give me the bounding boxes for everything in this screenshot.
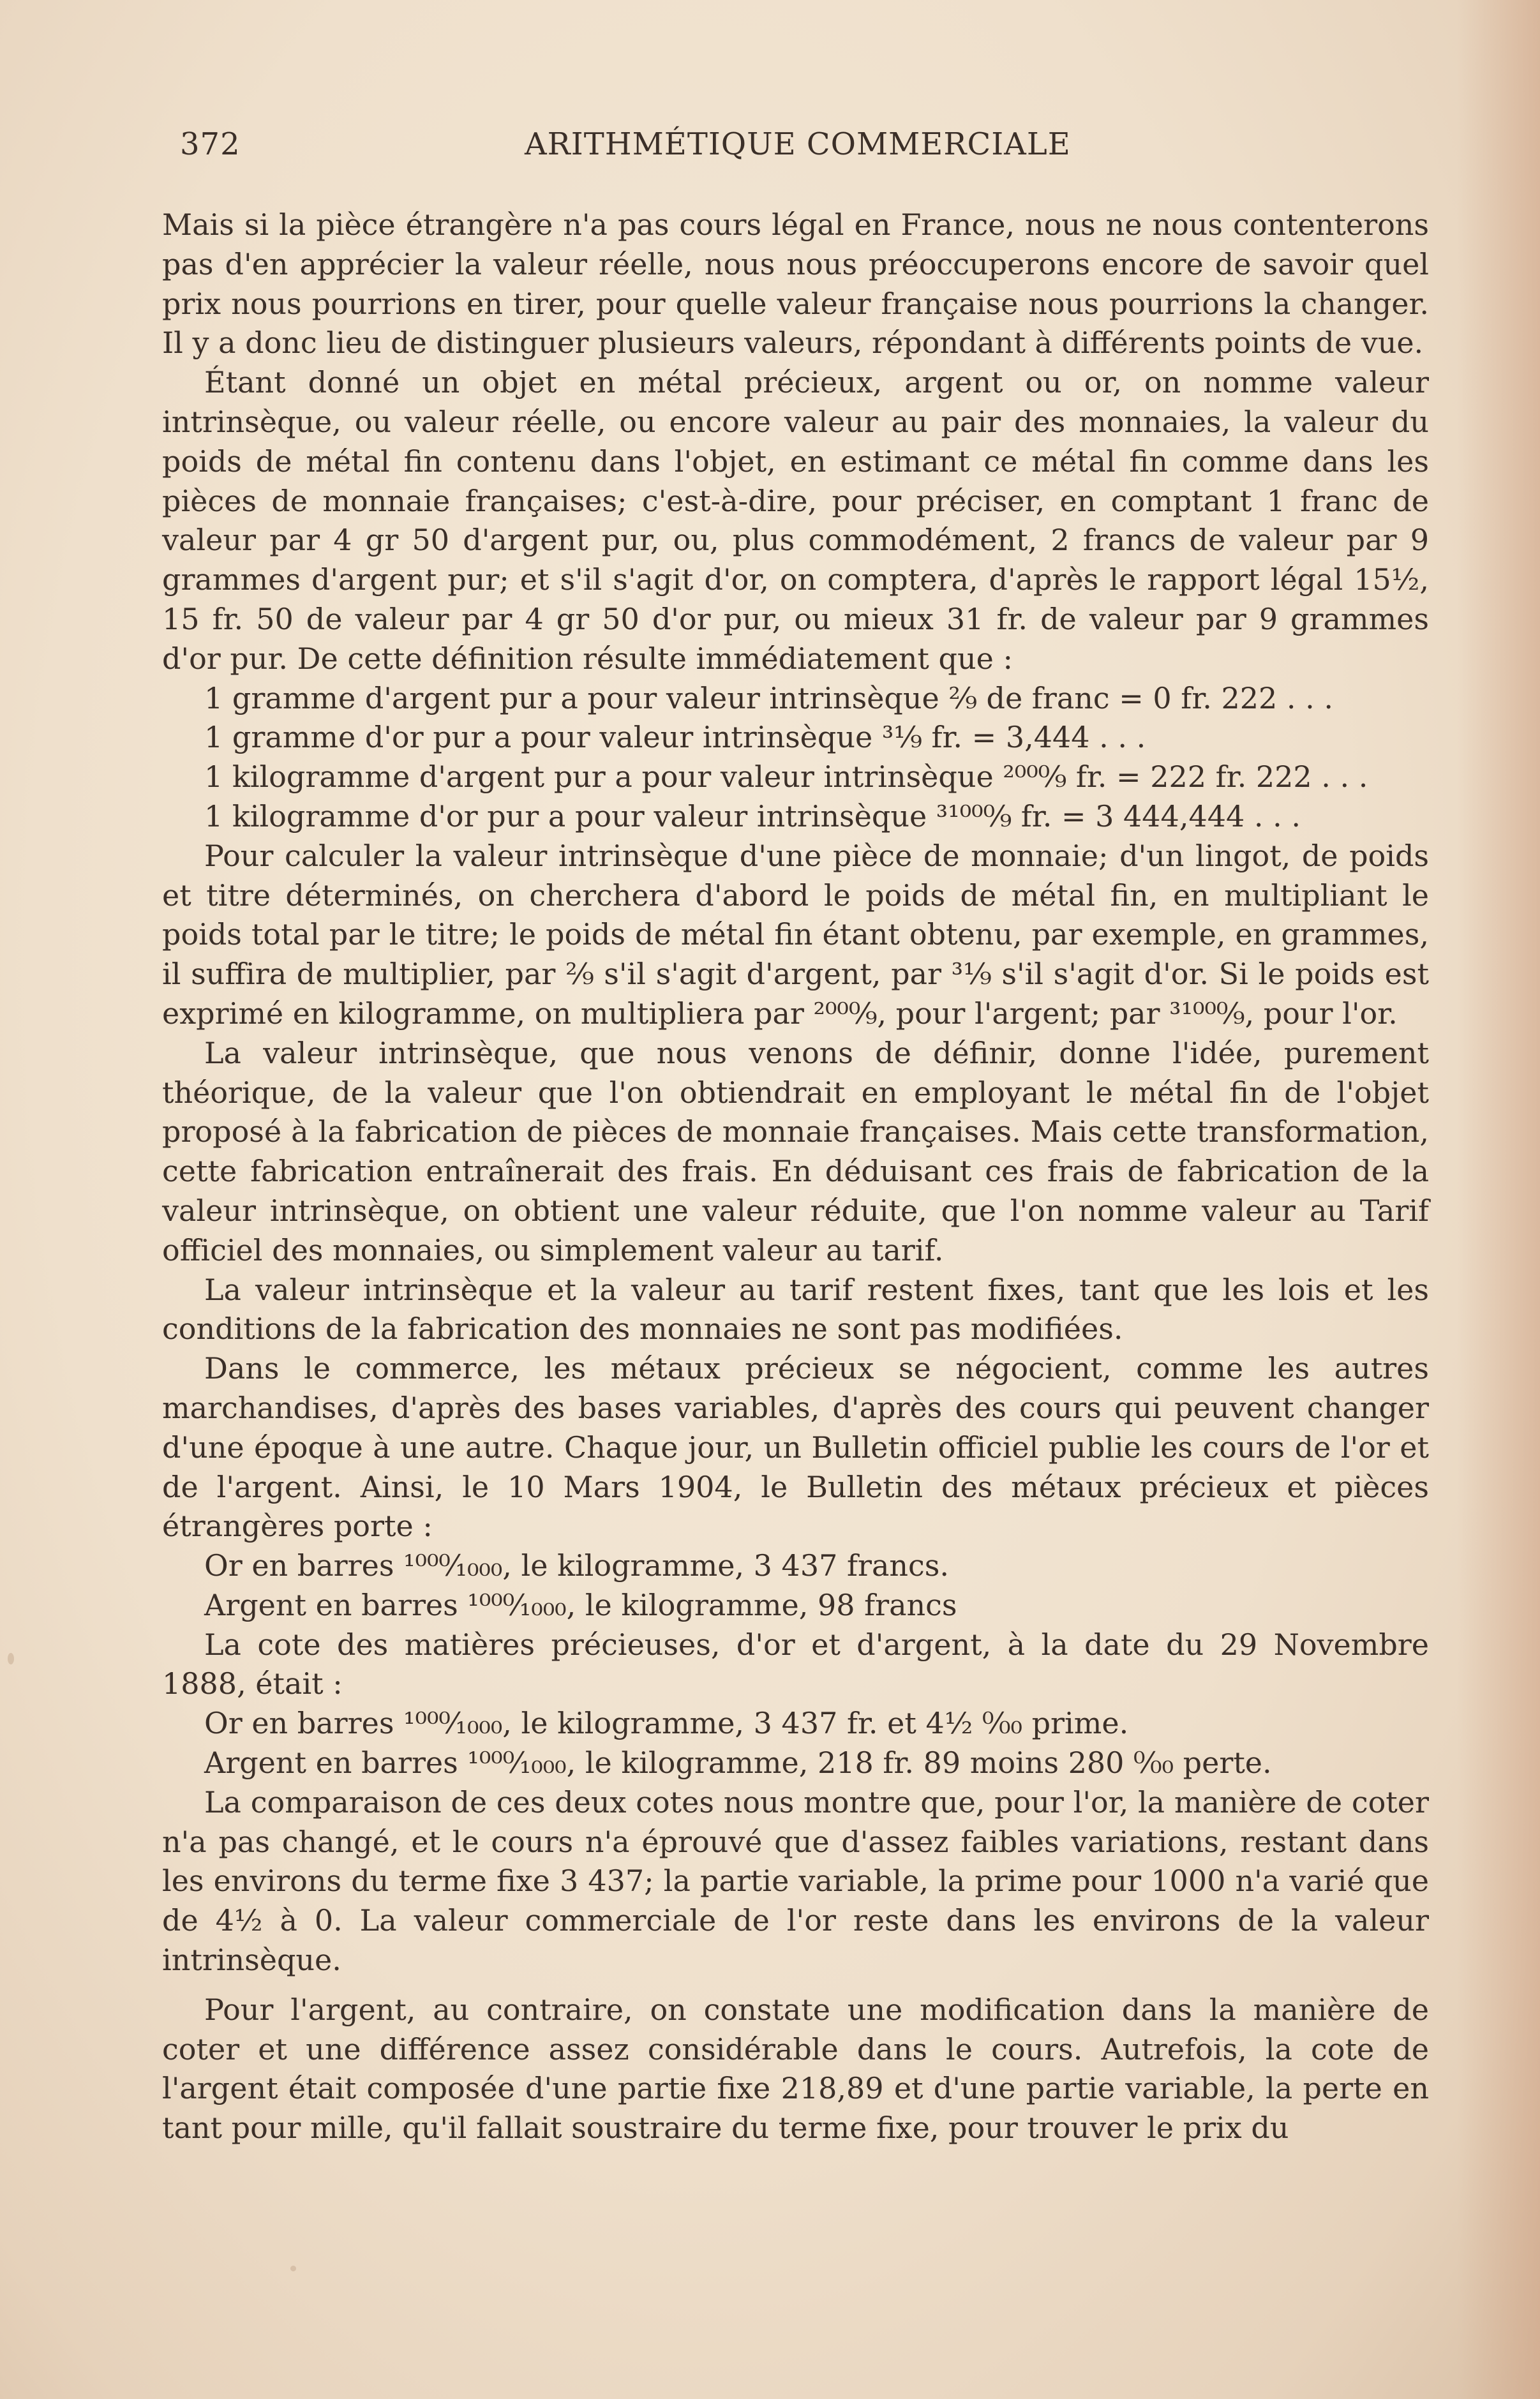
paragraph-fixed: La valeur intrinsèque et la valeur au tarif restent fixes, tant que les lois et les conditions de la fabrication des monnaies ne sont pas modifiées. bbox=[162, 1272, 1429, 1347]
paragraph-commerce: Dans le commerce, les métaux précieux se négocient, comme les autres marchandises, d'après des bases variables, d'après des cours qui peuvent changer d'une époque à une autre. Chaque jour, un Bulletin officiel publie les cours de l'or et de l'argent. Ainsi, le 10 Mars 1904, le Bulletin des métaux précieux et pièces étrangères porte : bbox=[162, 1351, 1429, 1544]
paragraph-comparison: La comparaison de ces deux cotes nous montre que, pour l'or, la manière de coter n'a pas changé, et le cours n'a éprouvé que d'assez faibles variations, restant dans les environs du terme fixe 3 437; la partie variable, la prime pour 1000 n'a varié que de 4½ à 0. La valeur commerciale de l'or reste dans les environs de la valeur intrinsèque. bbox=[162, 1784, 1429, 1978]
page-header bbox=[180, 126, 1424, 171]
paragraph-definition: Étant donné un objet en métal précieux, argent ou or, on nomme valeur intrinsèque, ou valeur réelle, ou encore valeur au pair des monnaies, la valeur du poids de métal fin contenu dans l'objet, en estimant ce métal fin comme dans les pièces de monnaie françaises; c'est-à-dire, pour préciser, en comptant 1 franc de valeur par 4 gr 50 d'argent pur, ou, plus commodément, 2 francs de valeur par 9 grammes d'argent pur; et s'il s'agit d'or, on comptera, d'après le rapport légal 15½, 15 fr. 50 de valeur par 4 gr 50 d'or pur, ou mieux 31 fr. de valeur par 9 grammes d'or pur. De cette définition résulte immédiatement que : bbox=[162, 365, 1429, 676]
paragraph-computation: Pour calculer la valeur intrinsèque d'une pièce de monnaie; d'un lingot, de poids et titre déterminés, on cherchera d'abord le poids de métal fin, en multipliant le poids total par le titre; le poids de métal fin étant obtenu, par exemple, en grammes, il suffira de multiplier, par ²⁄₉ s'il s'agit d'argent, par ³¹⁄₉ s'il s'agit d'or. Si le poids est exprimé en kilogramme, on multipliera par ²⁰⁰⁰⁄₉, pour l'argent; par ³¹⁰⁰⁰⁄₉, pour l'or. bbox=[162, 838, 1429, 1031]
paragraph-cote-1888: La cote des matières précieuses, d'or et d'argent, à la date du 29 Novembre 1888, était : bbox=[162, 1627, 1429, 1701]
page-number: 372 bbox=[180, 126, 241, 162]
body-text bbox=[162, 206, 1429, 2148]
page-edge-shadow bbox=[1457, 0, 1540, 2399]
paragraph-tariff: La valeur intrinsèque, que nous venons de définir, donne l'idée, purement théorique, de la valeur que l'on obtiendrait en employant le métal fin de l'objet proposé à la fabrication de pièces de monnaie françaises. Mais cette transformation, cette fabrication entraînerait des frais. En déduisant ces frais de fabrication de la valeur intrinsèque, on obtient une valeur réduite, que l'on nomme valeur au Tarif officiel des monnaies, ou simplement valeur au tarif. bbox=[162, 1035, 1429, 1267]
quote-line: Or en barres ¹⁰⁰⁰⁄₁₀₀₀, le kilogramme, 3 437 francs. bbox=[204, 1548, 950, 1583]
paper-stain bbox=[8, 1653, 14, 1664]
value-line: 1 kilogramme d'or pur a pour valeur intrinsèque ³¹⁰⁰⁰⁄₉ fr. = 3 444,444 . . . bbox=[204, 798, 1301, 833]
paragraph-silver: Pour l'argent, au contraire, on constate une modification dans la manière de coter et une différence assez considérable dans le cours. Autrefois, la cote de l'argent était composée d'une partie fixe 218,89 et d'une partie variable, la perte en tant pour mille, qu'il fallait soustraire du terme fixe, pour trouver le prix du bbox=[162, 1992, 1429, 2146]
value-line: 1 kilogramme d'argent pur a pour valeur intrinsèque ²⁰⁰⁰⁄₉ fr. = 222 fr. 222 . . . bbox=[204, 759, 1368, 795]
quote-line: Argent en barres ¹⁰⁰⁰⁄₁₀₀₀, le kilogramme, 98 francs bbox=[204, 1587, 957, 1622]
value-line: 1 gramme d'argent pur a pour valeur intrinsèque ²⁄₉ de franc = 0 fr. 222 . . . bbox=[204, 680, 1334, 715]
running-title: ARITHMÉTIQUE COMMERCIALE bbox=[525, 126, 1071, 162]
paragraph-intro: Mais si la pièce étrangère n'a pas cours légal en France, nous ne nous contenterons pas d'en apprécier la valeur réelle, nous nous préoccuperons encore de savoir quel prix nous pourrions en tirer, pour quelle valeur française nous pourrions la changer. Il y a donc lieu de distinguer plusieurs valeurs, répondant à différents points de vue. bbox=[162, 207, 1429, 361]
value-line: 1 gramme d'or pur a pour valeur intrinsèque ³¹⁄₉ fr. = 3,444 . . . bbox=[204, 720, 1146, 755]
paper-stain bbox=[290, 2266, 296, 2271]
quote-line: Or en barres ¹⁰⁰⁰⁄₁₀₀₀, le kilogramme, 3 437 fr. et 4½ ⁰⁄₀₀ prime. bbox=[204, 1706, 1129, 1741]
quote-line: Argent en barres ¹⁰⁰⁰⁄₁₀₀₀, le kilogramme, 218 fr. 89 moins 280 ⁰⁄₀₀ perte. bbox=[204, 1745, 1272, 1781]
